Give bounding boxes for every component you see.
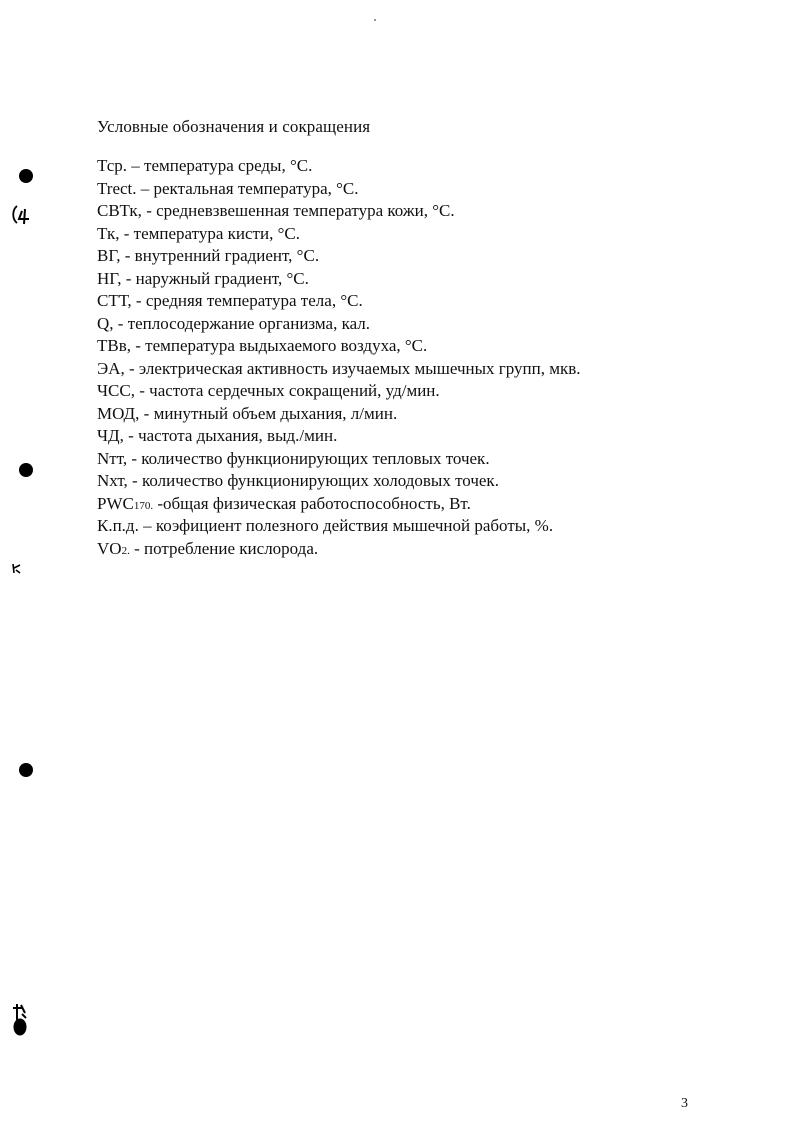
abbreviation-item: [97, 200, 581, 223]
abbreviation-item: [97, 538, 581, 561]
abbreviation-item: [97, 313, 581, 336]
abbreviation-item: [97, 403, 581, 426]
abbreviation-separator: -: [121, 268, 136, 288]
abbreviation-term: НГ,: [97, 268, 122, 288]
punch-hole-mark: [19, 169, 33, 183]
abbreviation-definition: частота дыхания, выд./мин.: [138, 426, 338, 445]
abbreviation-item: [97, 223, 581, 246]
abbreviation-separator: -: [113, 313, 128, 333]
abbreviation-item: [97, 245, 581, 268]
abbreviation-definition: внутренний градиент, °С.: [134, 246, 320, 265]
abbreviation-definition: количество функционирующих тепловых точек.: [141, 448, 490, 468]
abbreviation-item: [97, 290, 581, 313]
abbreviation-separator: -: [124, 358, 139, 378]
abbreviation-separator: -: [141, 201, 157, 220]
abbreviation-definition: частота сердечных сокращений, уд/мин.: [149, 381, 440, 400]
abbreviation-term: ТВв,: [97, 336, 131, 355]
abbreviation-definition: температура кисти, °С.: [133, 223, 300, 243]
punch-hole-mark-icon: [10, 1000, 32, 1038]
abbreviation-term: Q,: [97, 313, 114, 333]
abbreviation-term: СТТ,: [97, 291, 132, 310]
abbreviation-term: Nтт,: [97, 448, 128, 468]
abbreviation-definition: ректальная температура, °С.: [153, 178, 359, 198]
abbreviation-definition: средневзвешенная температура кожи, °С.: [156, 201, 455, 220]
abbreviation-separator: -: [127, 471, 142, 490]
abbreviation-term: VO: [97, 538, 122, 558]
abbreviation-item: [97, 358, 581, 381]
abbreviation-term: Тк,: [97, 223, 120, 243]
abbreviation-definition: средняя температура тела, °С.: [145, 291, 363, 310]
abbreviation-term: Тср.: [97, 156, 128, 175]
abbreviation-separator: -: [120, 246, 135, 265]
abbreviation-separator: -: [123, 426, 139, 445]
page-title: Условные обозначения и сокращения: [97, 117, 371, 136]
abbreviation-term: PWC: [97, 493, 134, 513]
abbreviation-definition: коэфициент полезного действия мышечной работы, %.: [155, 516, 554, 535]
abbreviation-term: К.п.д.: [97, 516, 139, 535]
abbreviation-item: [97, 335, 581, 358]
abbreviation-separator: -: [131, 291, 146, 310]
abbreviation-separator: –: [138, 516, 156, 535]
abbreviation-separator: -: [134, 381, 150, 400]
punch-hole-mark: [19, 463, 33, 477]
abbreviation-term: Nхт,: [97, 471, 128, 490]
punch-hole-mark: [19, 763, 33, 777]
abbreviation-item: [97, 448, 581, 471]
abbreviation-item: [97, 493, 581, 516]
abbreviation-term: ВГ,: [97, 246, 121, 265]
abbreviation-item: [97, 470, 581, 493]
abbreviation-item: [97, 425, 581, 448]
abbreviation-term: ЭА,: [97, 358, 125, 378]
abbreviation-definition: потребление кислорода.: [143, 538, 319, 558]
page-number: 3: [681, 1096, 688, 1111]
abbreviation-separator: -: [119, 223, 134, 243]
abbreviation-separator: -: [131, 336, 146, 355]
abbreviation-item: [97, 380, 581, 403]
abbreviation-separator: –: [127, 156, 145, 175]
abbreviation-term: ЧД,: [97, 426, 124, 445]
handwritten-mark-icon: [8, 204, 38, 226]
abbreviation-separator: -: [127, 448, 142, 468]
abbreviation-item: [97, 155, 581, 178]
abbreviation-term: СВТк,: [97, 201, 142, 220]
abbreviation-definition: количество функционирующих холодовых точек.: [141, 471, 499, 490]
abbreviation-term: Trect.: [97, 178, 137, 198]
abbreviation-definition: минутный объем дыхания, л/мин.: [153, 403, 398, 423]
scan-speck: [374, 19, 376, 21]
abbreviation-definition: общая физическая работоспособность, Вт.: [163, 493, 471, 513]
abbreviation-separator: –: [136, 178, 154, 198]
abbreviation-subscript: 170.: [133, 499, 154, 512]
abbreviation-item: [97, 178, 581, 201]
abbreviation-definition: температура выдыхаемого воздуха, °С.: [145, 336, 428, 355]
abbreviation-separator: -: [129, 538, 144, 558]
abbreviation-term: МОД,: [97, 403, 140, 423]
abbreviation-item: [97, 268, 581, 291]
abbreviation-term: ЧСС,: [97, 381, 135, 400]
abbreviation-subscript: 2.: [121, 544, 130, 557]
abbreviation-list: [97, 155, 581, 560]
abbreviation-definition: электрическая активность изучаемых мышечных групп, мкв.: [138, 358, 581, 378]
abbreviation-item: [97, 515, 581, 538]
abbreviation-separator: -: [139, 403, 154, 423]
abbreviation-separator: -: [153, 493, 164, 513]
abbreviation-definition: температура среды, °С.: [144, 156, 313, 175]
abbreviation-definition: теплосодержание организма, кал.: [127, 313, 371, 333]
abbreviation-definition: наружный градиент, °С.: [135, 268, 309, 288]
handwritten-mark-icon: [10, 562, 24, 576]
